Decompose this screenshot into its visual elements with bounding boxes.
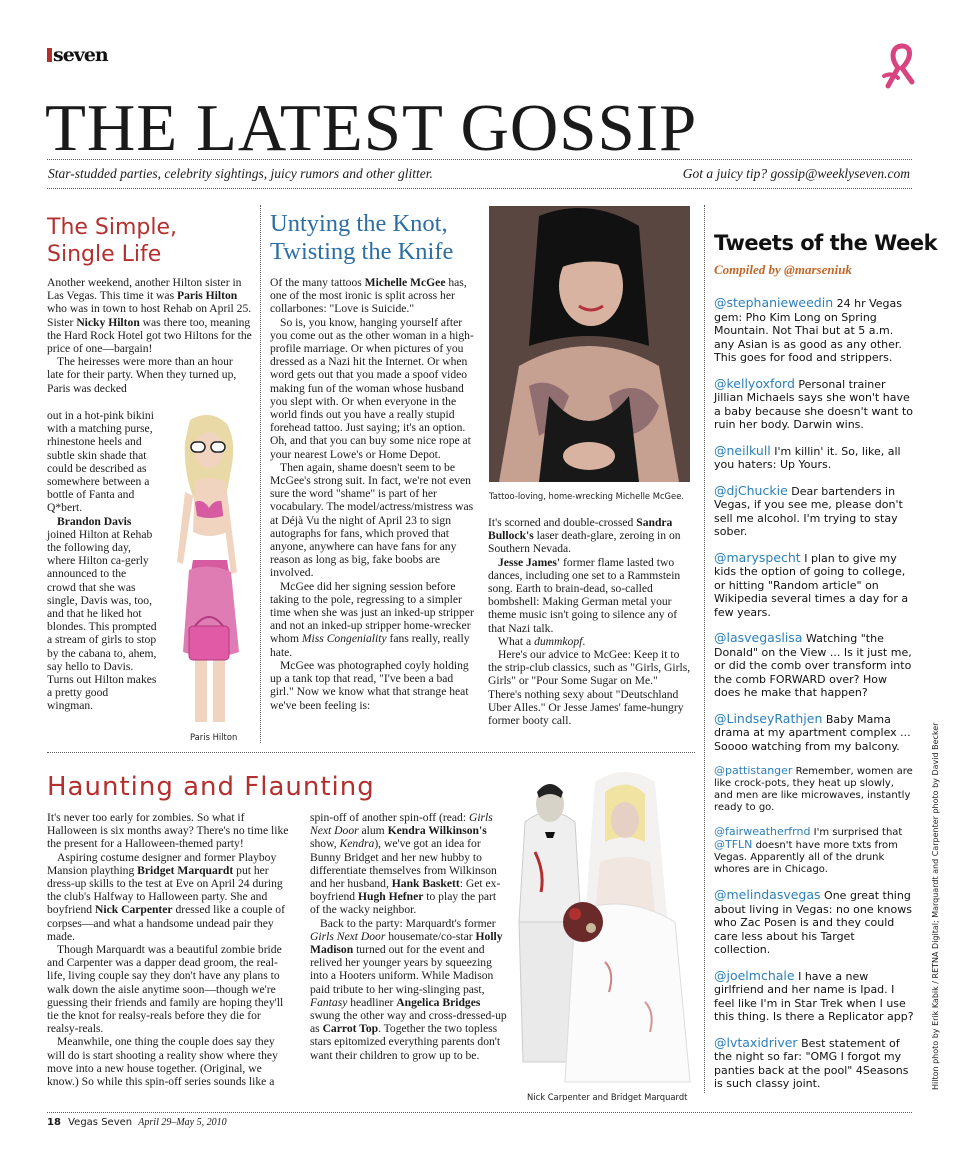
haunting-headline: Haunting and Flaunting: [47, 772, 375, 802]
tweet-text: Watching "the Donald" on the View ... Is it just me, or did the comb over transform into the comb FORWARD over? How does he make that happen?: [714, 632, 912, 699]
paris-caption: Paris Hilton: [190, 732, 238, 742]
tweet-item: [714, 888, 914, 957]
col1-body-wrap: out in a hot-pink bikini with a matching purse, rhinestone heels and subtle skin shade that could be described as somewhere between a bottle of Fanta and Q*bert. Brandon Davis joined Hilton at Rehab the following day, where Hilton ca-gerly announced to the crowd that she was single, Davis was, too, and that he liked hot blondes. This prompted a stream of girls to stop by the cabana to, ahem, say hello to Davis. Turns out Hilton makes a pretty good wingman.: [47, 409, 157, 713]
logo-text: seven: [53, 44, 108, 66]
col1-body-top: Another weekend, another Hilton sister in Las Vegas. This time it was Paris Hilton who was in town to host Rehab on April 25. Sister Nicky Hilton was there too, meaning the Hard Rock Hotel got two Hiltons for the price of one—bargain! The heiresses were more than an hour late for their party. When they turned up, Paris was decked: [47, 276, 252, 395]
tweet-text: 24 hr Vegas gem: Pho Kim Long on Spring Mountain. Not Thai but at 5 a.m. any Asian is as good as any other. This goes for food and strippers.: [714, 297, 903, 364]
tip-line: Got a juicy tip? gossip@weeklyseven.com: [682, 166, 910, 181]
tweet-text: I'm surprised that: [810, 827, 903, 838]
tweet-item: [714, 484, 914, 539]
col-divider-1: [260, 205, 261, 743]
col-divider-tweets: [704, 205, 705, 1093]
footer-rule: [47, 1112, 912, 1113]
col2-headline-line2: Twisting the Knife: [270, 238, 454, 265]
tweet-handle[interactable]: @melindasvegas: [714, 887, 821, 902]
haunting-col2: spin-off of another spin-off (read: Girls Next Door alum Kendra Wilkinson's show, Kendra), we've got an idea for Bunny Bridget and her new hubby to differentiate themselves from Wilkinson and her husband, Hank Baskett: Get ex-boyfriend Hugh Hefner to play the part of the wacky neighbor. Back to the party: Marquardt's former Girls Next Door housemate/co-star Holly Madison turned out for the event and relived her younger years by squeezing into a Hooters uniform. While Madison paid tribute to her wing-slinging past, Fantasy headliner Angelica Bridges swung the other way and cross-dressed-up as Carrot Top. Together the two topless stars epitomized everything parents don't want their children to grow up to be.: [310, 811, 507, 1062]
tweet-text: Baby Mama drama at my apartment complex ... Soooo watching from my balcony.: [714, 712, 911, 753]
tweet-handle[interactable]: @fairweatherfrnd: [714, 825, 811, 838]
tweets-title: Tweets of the Week: [714, 231, 938, 255]
subtitle: Star-studded parties, celebrity sightings, juicy rumors and other glitter.: [48, 166, 433, 181]
tweet-handle[interactable]: @pattistanger: [714, 764, 793, 777]
tweet-text: Remember, women are like crock-pots, they heat up slowly, and men are like microwaves, instantly ready to go.: [714, 766, 913, 813]
tweet-text: Personal trainer Jillian Michaels says she won't have a baby because she doesn't want to ruin her body. Darwin wins.: [714, 377, 913, 431]
tweet-item: [714, 765, 914, 814]
tweet-item: [714, 1036, 914, 1091]
col2-headline: [270, 210, 453, 266]
tweet-handle[interactable]: @lvtaxidriver: [714, 1034, 798, 1050]
col3-body: It's scorned and double-crossed Sandra Bullock's laser death-glare, zeroing in on Southern Nevada. Jesse James' former flame lasted two dances, including one set to a Rammstein song. Earth to brain-dead, so-called bombshell: Making German metal your theme music isn't going to silence any of that Nazi talk. What a dummkopf. Here's our advice to McGee: Keep it to the strip-club classics, such as "Girls, Girls, Girls" or "Pour Some Sugar on Me." There's nothing sexy about "Deutschland Uber Alles." Or Jesse James' fame-hungry former booty call.: [488, 516, 691, 728]
mcgee-caption: Tattoo-loving, home-wrecking Michelle McGee.: [489, 491, 685, 501]
tweet-item: [714, 551, 914, 620]
page-number: 18: [47, 1117, 61, 1128]
tweet-item: [714, 296, 914, 365]
photo-credit: Hilton photo by Erik Kabik / RETNA Digital; Marquardt and Carpenter photo by David Becker: [931, 722, 940, 1090]
tweet-text: One great thing about living in Vegas: no one knows who Zac Posen is and they could care less about his Target collection.: [714, 889, 912, 956]
michelle-mcgee-photo: [489, 206, 690, 482]
tweet-handle-mention[interactable]: @TFLN: [714, 838, 753, 851]
pink-ribbon-icon: [880, 42, 920, 90]
tweet-item: [714, 969, 914, 1024]
col2-headline-line1: Untying the Knot,: [270, 210, 448, 237]
tweet-item: [714, 631, 914, 700]
tweet-item: [714, 826, 914, 876]
tweet-handle[interactable]: @LindseyRathjen: [714, 710, 823, 726]
tweets-compiled: Compiled by @marseniuk: [714, 262, 852, 277]
tweet-handle[interactable]: @kellyoxford: [714, 375, 795, 391]
tweet-handle[interactable]: @stephanieweedin: [714, 295, 834, 310]
tweet-text: Best statement of the night so far: "OMG I forgot my panties back at the pool" 4Seasons is such classy joint.: [714, 1036, 909, 1090]
tweets-list: [714, 296, 914, 1103]
publication-name: Vegas Seven: [68, 1117, 133, 1128]
haunting-col1: It's never too early for zombies. So what if Halloween is six months away? There's no time like the present for a Halloween-themed party! Aspiring costume designer and former Playboy Mansion plaything Bridget Marquardt put her dress-up skills to the test at Eve on April 24 during the club's Halfway to Halloween party. She and boyfriend Nick Carpenter dressed like a couple of corpses—and what a handsome undead pair they made. Though Marquardt was a beautiful zombie bride and Carpenter was a dapper dead groom, the real-life, living couple say they don't have any plans to walk down the aisle anytime soon—though we're guessing their friends and family are hoping they'll tie the knot for realsy-reals before they die for realsy-reals. Meanwhile, one thing the couple does say they will do is start shooting a reality show where they move into a new house together. (Original, we know.) So while this spin-off series sounds like a: [47, 811, 289, 1089]
paris-hilton-photo: [155, 412, 255, 728]
tweet-text: I have a new girlfriend and her name is Ipad. I feel like I'm in Star Trek when I use this thing. Is there a Replicator app?: [714, 969, 914, 1023]
section-rule: [47, 752, 695, 753]
logo-red-bar: [47, 48, 52, 62]
page-title: THE LATEST GOSSIP: [45, 91, 698, 165]
tweet-text: Dear bartenders in Vegas, if you see me, please don't sell me alcohol. I'm trying to stay sober.: [714, 484, 903, 538]
col1-headline: [47, 214, 177, 268]
masthead-logo: [47, 44, 108, 64]
tweet-handle[interactable]: @lasvegaslisa: [714, 630, 803, 645]
subtitle-rule: [47, 188, 912, 189]
tweet-item: [714, 377, 914, 432]
footer: [47, 1117, 227, 1128]
tweet-text: I plan to give my kids the option of going to college, or hitting "Random article" on Wikipedia several times a day for a few years.: [714, 551, 909, 619]
col1-headline-line2: Single Life: [47, 242, 162, 267]
tweet-handle[interactable]: @neilkull: [714, 442, 771, 458]
zombie-couple-photo: [505, 762, 693, 1087]
title-rule: [47, 159, 912, 160]
tweet-text-cont: doesn't have more txts from Vegas. Apparently all of the drunk whores are in Chicago.: [714, 840, 898, 875]
tweet-text: I'm killin' it. So, like, all you haters: Up Yours.: [714, 444, 901, 471]
tweet-item: [714, 712, 914, 754]
tweet-handle[interactable]: @joelmchale: [714, 967, 795, 983]
tweet-handle[interactable]: @djChuckie: [714, 482, 788, 498]
col1-headline-line1: The Simple,: [47, 215, 178, 240]
tweet-item: [714, 444, 914, 472]
tweet-handle[interactable]: @maryspecht: [714, 549, 801, 565]
issue-date: April 29–May 5, 2010: [138, 1117, 227, 1128]
zombie-caption: Nick Carpenter and Bridget Marquardt: [527, 1092, 688, 1102]
col2-body: Of the many tattoos Michelle McGee has, one of the most ironic is split across her collarbones: "Love is Suicide." So is, you know, hanging yourself after you come out as the other woman in a high-profile marriage. Or when pictures of you dressed as a Nazi hit the Internet. Or when word gets out that you made a spoof video making fun of the woman whose husband you slept with. Or when everyone in the world finds out you have a really stupid forehead tattoo. Just saying; it's an option. Oh, and that you can buy some nice rope at your nearest Lowe's or Home Depot. Then again, shame doesn't seem to be McGee's strong suit. In fact, we're not even sure the word "shame" is part of her vocabulary. The model/actress/mistress was at Déjà Vu the night of April 23 to sign autographs for fans, which proved that anyone, anywhere can have fans for any reason as long as big, fake boobs are involved. McGee did her signing session before taking to the pole, regressing to a simpler time when she was just an inked-up stripper and not an inked-up stripper home-wrecker whom Miss Congeniality fans really, really hate. McGee was photographed coyly holding up a tank top that read, "I've been a bad girl." Now we know what that strange heat we've been feeling is:: [270, 276, 474, 712]
